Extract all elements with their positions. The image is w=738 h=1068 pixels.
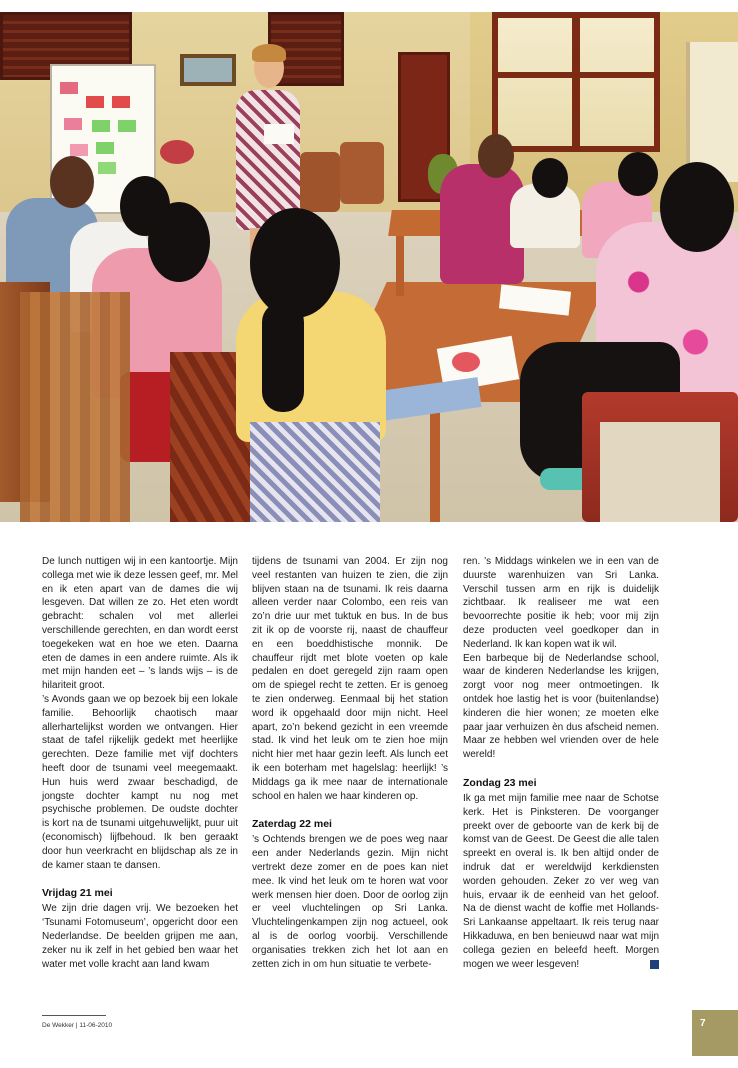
paragraph: ’s Avonds gaan we op bezoek bij een lokale familie. Behoorlijk chaotisch maar allerhartelijkst worden we ontvangen. Hier staat de tafel rijkelijk gedekt met heerlijke gerechten. Deze familie met vijf dochters heeft door de tsunami veel meegemaakt. Hun huis werd zwaar beschadigd, de jongste dochter kampt nu nog met psychische problemen. De oudste dochter is kort na de tsunami uitgehuwelijkt, puur uit (economisch) lijfbehoud. Ik ben geraakt door hun veerkracht en blijdschap als ze in de kamer staan te dansen.	[42, 693, 238, 871]
photo-woman-hair	[148, 202, 210, 282]
paragraph: tijdens de tsunami van 2004. Er zijn nog veel restanten van huizen te zien, die zijn blijven staan na de tsunami. Ik reis daarna alleen verder naar Colombo, een reis van zo’n drie uur met tuktuk en bus. In de bus zit ik op de voorste rij, naast de chauffeur en een boeddhistische monnik. De chauffeur rijdt met blote voeten op kale pedalen en doet geregeld zijn raam open om de spiegel recht te zetten. Er is genoeg te zien onderweg. Eenmaal bij het station word ik opgehaald door mijn nicht. Heel apart, zo’n bekend gezicht in een vreemde stad. Ik vind het leuk om te zien hoe mijn nicht hier met haar gezin leeft. Als lunch eet ik een boterham met hagelslag: heerlijk! ’s Middags ga ik mee naar de internationale school en halen we haar kinderen op.	[252, 556, 448, 802]
classroom-photo	[0, 12, 738, 522]
footer-publication: De Wekker | 11-06-2010	[42, 1022, 113, 1029]
photo-table-leg	[396, 236, 404, 296]
photo-woman-hair	[660, 162, 734, 252]
photo-floor-gap	[600, 422, 720, 522]
photo-side-window	[686, 42, 738, 182]
end-of-article-icon	[650, 960, 659, 969]
photo-woman-hair	[532, 158, 568, 198]
photo-flowers	[160, 140, 194, 164]
photo-woman-braid	[262, 302, 304, 412]
article-column-1	[42, 555, 238, 971]
photo-teacher-hair	[252, 44, 286, 62]
photo-card	[118, 120, 136, 132]
paragraph: ’s Ochtends brengen we de poes weg naar een ander Nederlands gezin. Mijn nicht vertrekt deze zomer en de poes kan niet mee. Ik vind het leuk om te horen wat voor werk mensen hier doen. Door de oorlog zijn er veel vluchtelingen op Sri Lanka. Vluchtelingenkampen zijn nog actueel, ook al is de oorlog voorbij. Verschillende organisaties trekken zich het lot aan en zetten zich in om hun situatie te verbete-	[252, 834, 448, 970]
article-column-2	[252, 555, 448, 971]
paragraph: Een barbeque bij de Nederlandse school, waar de kinderen Nederlandse les krijgen, zorgt voor nog meer ontmoetingen. Ik ontdek hoe lastig het is voor (buitenlandse) kinderen die hier wonen; ze moeten elke paar jaar verhuizen èn dus afscheid nemen. Maar ze hebben wel vrienden over de hele wereld!	[463, 652, 659, 761]
section-heading: Zaterdag 22 mei	[252, 818, 332, 831]
photo-card	[86, 96, 104, 108]
paragraph-text: Ik ga met mijn familie mee naar de Schotse kerk. Het is Pinksteren. De voorganger preekt over de geboorte van de kerk bij de komst van de Geest. De Geest die alle talen spreekt en overal is. Ik ben altijd onder de indruk dat er wereldwijd kerkdiensten worden gehouden. Zeker zo ver weg van huis, ervaar ik de eenheid van het geloof. Na de dienst wacht de koffie met Hollands-Sri Lankaanse appeltaart. Ik reis terug naar Hikkaduwa, en ben benieuwd naar wat mijn collega gezien en beleefd heeft. Morgen mogen we weer lesgeven!	[463, 792, 659, 970]
photo-drawing	[452, 352, 480, 372]
photo-card	[64, 118, 82, 130]
paragraph: ren. ’s Middags winkelen we in een van de duurste warenhuizen van Sri Lanka. Verschil tussen arm en rijk is duidelijk zichtbaar. Ik realiseer me wat een bevoorrechte positie ik heb; voor mij zijn deze producten veel goedkoper dan in Nederland. Ik kan kopen wat ik wil.	[463, 556, 659, 650]
photo-window-bar	[492, 72, 660, 78]
photo-paper	[264, 124, 294, 144]
photo-card	[112, 96, 130, 108]
photo-chair	[340, 142, 384, 204]
section-heading: Vrijdag 21 mei	[42, 887, 113, 900]
photo-card	[60, 82, 78, 94]
photo-woman-yellow-skirt	[250, 422, 380, 522]
photo-card	[92, 120, 110, 132]
article-column-3	[463, 555, 659, 971]
photo-woman-yellow	[236, 292, 386, 442]
paragraph-end	[463, 792, 659, 971]
section-heading: Zondag 23 mei	[463, 776, 537, 789]
photo-chair	[20, 292, 130, 522]
photo-card	[98, 162, 116, 174]
photo-card	[96, 142, 114, 154]
photo-man-head	[50, 156, 94, 208]
photo-card	[70, 144, 88, 156]
paragraph: We zijn drie dagen vrij. We bezoeken het ‘Tsunami Fotomuseum’, opgericht door een Nederlandse. De beelden grijpen me aan, zeker nu ik zelf in het gebied ben waar het water met volle kracht aan land kwam	[42, 903, 238, 970]
paragraph: De lunch nuttigen wij in een kantoortje. Mijn collega met wie ik deze lessen geef, mr. Mel en ik eten apart van de dames die wij lesgeven. Dat willen ze zo. Het eten wordt gebracht: schalen vol met allerlei verschillende gerechten, en dan wordt eerst toegekeken wat en hoe we eten. Daarna eten de dames in een andere ruimte. Als ik met mijn handen eet – ’s lands wijs – is de hilariteit groot.	[42, 556, 238, 692]
page-number: 7	[700, 1018, 706, 1029]
photo-woman-hair	[250, 208, 340, 318]
page-number-box	[692, 1010, 738, 1056]
footer-rule	[42, 1015, 106, 1016]
photo-woman-hair	[618, 152, 658, 196]
photo-chair	[300, 152, 340, 212]
photo-woman-head	[478, 134, 514, 178]
photo-picture-frame	[180, 54, 236, 86]
photo-window-bar	[572, 12, 580, 152]
